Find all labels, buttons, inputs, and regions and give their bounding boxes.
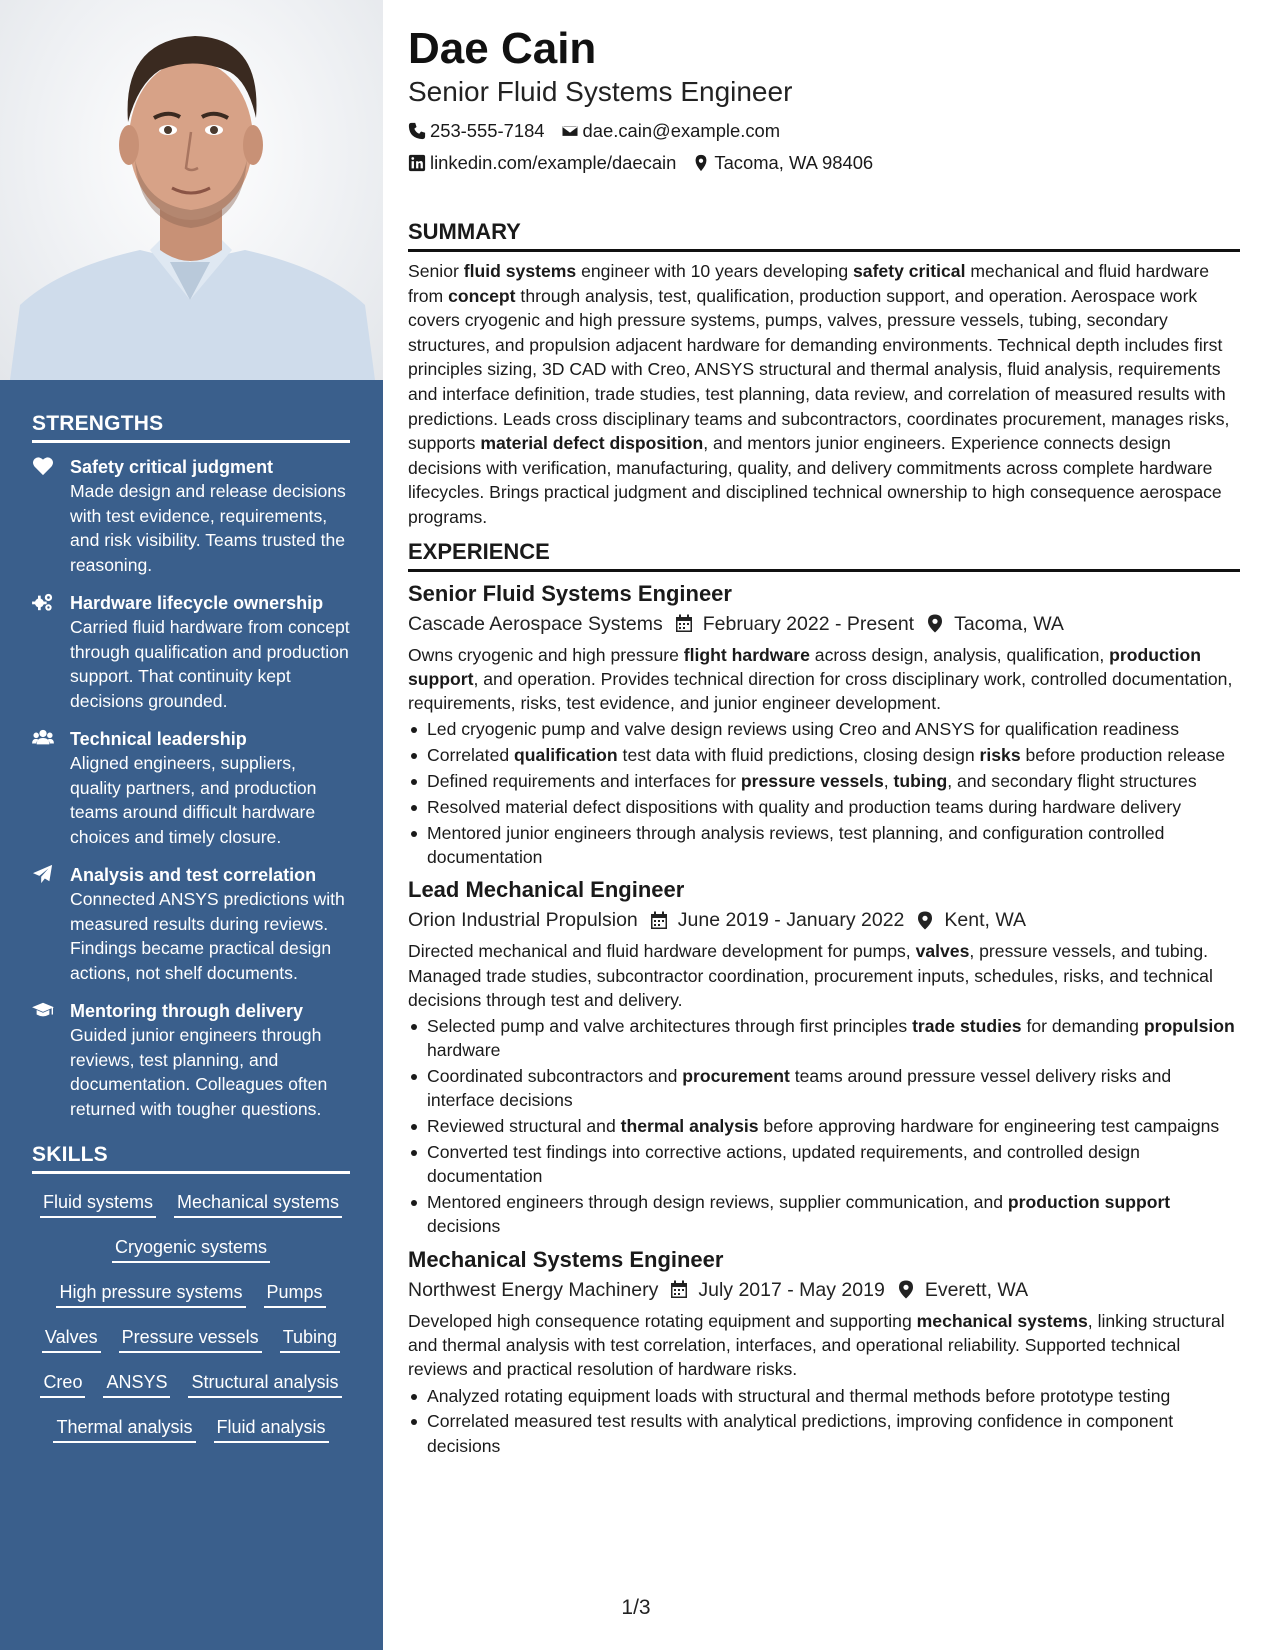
job-meta [408,609,1240,639]
job-entry [408,1245,1240,1458]
calendar-icon [670,1280,688,1299]
envelope-icon [561,122,579,140]
paper-plane-icon [32,864,56,886]
strength-item [32,727,350,849]
users-icon [32,728,56,750]
job-meta [408,1275,1240,1305]
sidebar [0,0,383,1650]
bold-keyword: production support [1007,1192,1171,1213]
strength-title: Hardware lifecycle ownership [70,593,324,613]
main-content [408,22,1240,1464]
summary-section [408,218,1240,530]
job-bullets [408,1384,1240,1458]
bold-keyword: pressure vessels [740,771,884,792]
strength-item [32,999,350,1121]
bold-keyword: material defect disposition [480,433,704,454]
bold-keyword: trade studies [912,1016,1022,1037]
job-location: Tacoma, WA [954,612,1064,635]
profile-photo [0,0,383,380]
bold-keyword: procurement [682,1066,790,1087]
bold-keyword: qualification [514,745,618,766]
phone-contact [408,119,545,143]
gears-icon [32,592,56,614]
strength-description: Made design and release decisions with test evidence, requirements, and risk visibility. Teams trusted the reasoning. [70,481,346,575]
company-name: Cascade Aerospace Systems [408,612,663,635]
strength-description: Aligned engineers, suppliers, quality partners, and production teams around difficult hardware choices and timely closure. [70,753,317,847]
job-bullet: Correlated qualification test data with fluid predictions, closing design risks before production release [408,743,1240,767]
skill-tag: Mechanical systems [174,1190,342,1218]
skill-tag: Valves [42,1325,101,1353]
candidate-name: Dae Cain [408,24,597,73]
skill-tag: Fluid analysis [214,1415,329,1443]
bold-keyword: mechanical systems [916,1310,1088,1331]
skill-tag: Structural analysis [188,1370,341,1398]
job-entry [408,875,1240,1239]
company-name: Northwest Energy Machinery [408,1278,659,1301]
job-bullet: Mentored engineers through design reviews, supplier communication, and production support decisions [408,1190,1240,1239]
calendar-icon [650,911,668,930]
job-bullet: Coordinated subcontractors and procurement teams around pressure vessel delivery risks and interface decisions [408,1064,1240,1113]
calendar-icon [675,614,693,633]
candidate-title: Senior Fluid Systems Engineer [408,76,793,107]
strengths-heading: STRENGTHS [32,412,350,443]
graduation-cap-icon [32,1000,56,1022]
skill-tag: Fluid systems [40,1190,156,1218]
sidebar-content [32,412,350,1443]
strength-description: Connected ANSYS predictions with measured results during reviews. Findings became practical design actions, not shelf documents. [70,889,345,983]
job-bullets [408,1014,1240,1239]
map-pin-icon [692,154,710,172]
strength-description: Guided junior engineers through reviews, test planning, and documentation. Colleagues often returned with tougher questions. [70,1025,328,1119]
job-description: Directed mechanical and fluid hardware development for pumps, valves, pressure vessels, and tubing. Managed trade studies, subcontractor coordination, procurement inputs, schedules, risks, and technical decisions through test and delivery. [408,941,1213,1010]
heart-icon [32,456,56,478]
experience-section [408,538,1240,1459]
skill-tag: ANSYS [103,1370,170,1398]
email-contact[interactable] [561,119,781,143]
location-text: Tacoma, WA 98406 [714,152,874,173]
phone-icon [408,122,426,140]
strength-item [32,591,350,713]
bold-keyword: risks [979,745,1021,766]
bold-keyword: valves [915,941,970,962]
strength-item [32,863,350,985]
strengths-list [32,455,350,1121]
job-title: Mechanical Systems Engineer [408,1246,724,1272]
bold-keyword: safety critical [853,261,966,281]
job-bullet: Converted test findings into corrective actions, updated requirements, and controlled design documentation [408,1140,1240,1189]
job-dates: July 2017 - May 2019 [698,1278,885,1301]
job-location: Everett, WA [924,1278,1029,1301]
company-name: Orion Industrial Propulsion [408,909,638,932]
bold-keyword: concept [448,285,516,306]
skill-tag: Creo [40,1370,85,1398]
job-bullet: Correlated measured test results with analytical predictions, improving confidence in component decisions [408,1409,1240,1458]
strength-title: Analysis and test correlation [70,865,317,885]
skill-tag: Tubing [280,1325,340,1353]
summary-text: Senior fluid systems engineer with 10 years developing safety critical mechanical and fluid hardware from concept through analysis, test, qualification, production support, and operation. Aerospace work covers cryogenic and high pressure systems, pumps, valves, pressure vessels, tubing, secondary structures, and propulsion adjacent hardware for demanding environments. Technical depth includes first principles sizing, 3D CAD with Creo, ANSYS structural and thermal analysis, fluid analysis, requirements and interface definition, trade studies, test planning, data review, and correlation of measured results with predictions. Leads cross disciplinary teams and subcontractors, coordinates procurement, manages risks, supports material defect disposition, and mentors junior engineers. Experience connects design decisions with verification, manufacturing, quality, and delivery commitments across complete hardware lifecycles. Brings practical judgment and disciplined technical ownership to high consequence aerospace programs. [408,261,1230,527]
job-meta [408,905,1240,935]
job-bullet: Mentored junior engineers through analysis reviews, test planning, and configuration controlled documentation [408,821,1240,870]
skill-tag: High pressure systems [56,1280,245,1308]
bold-keyword: flight hardware [683,644,810,665]
job-bullet: Led cryogenic pump and valve design reviews using Creo and ANSYS for qualification readiness [408,717,1240,741]
bold-keyword: thermal analysis [620,1116,759,1137]
bold-keyword: fluid systems [463,261,577,281]
job-description: Owns cryogenic and high pressure flight hardware across design, analysis, qualification, production support, and operation. Provides technical direction for cross disciplinary work, controlled documentation, requirements, risks, test evidence, and junior engineer development. [408,644,1233,714]
skills-list [32,1184,350,1443]
job-title: Senior Fluid Systems Engineer [408,580,732,606]
skill-tag: Pumps [264,1280,326,1308]
job-title: Lead Mechanical Engineer [408,877,685,903]
strength-description: Carried fluid hardware from concept through qualification and production support. That continuity kept decisions grounded. [70,617,350,711]
portrait-image [0,0,383,380]
job-dates: June 2019 - January 2022 [677,909,905,932]
strength-item [32,455,350,577]
job-bullet: Selected pump and valve architectures through first principles trade studies for demanding propulsion hardware [408,1014,1240,1063]
strength-title: Safety critical judgment [70,457,274,477]
location-contact [692,151,873,175]
skill-tag: Cryogenic systems [112,1235,270,1263]
bold-keyword: production support [408,644,1202,689]
phone-number: 253-555-7184 [430,120,545,141]
job-bullets [408,717,1240,869]
strength-title: Mentoring through delivery [70,1001,304,1021]
map-pin-icon [897,1280,915,1299]
job-description: Developed high consequence rotating equipment and supporting mechanical systems, linking structural and thermal analysis with test correlation, interfaces, and operational reliability. Supported technical reviews and practical resolution of hardware risks. [408,1310,1225,1380]
contact-info [408,115,1240,179]
skills-heading: SKILLS [32,1143,350,1174]
strength-title: Technical leadership [70,729,247,749]
job-bullet: Defined requirements and interfaces for pressure vessels, tubing, and secondary flight structures [408,769,1240,793]
linkedin-icon [408,154,426,172]
bold-keyword: tubing [893,771,948,792]
job-bullet: Resolved material defect dispositions with quality and production teams during hardware delivery [408,795,1240,819]
job-entry [408,579,1240,870]
job-location: Kent, WA [944,909,1027,932]
email-address[interactable]: dae.cain@example.com [582,120,781,141]
job-bullet: Analyzed rotating equipment loads with structural and thermal methods before prototype testing [408,1384,1240,1408]
job-dates: February 2022 - Present [702,612,915,635]
linkedin-url[interactable]: linkedin.com/example/daecain [430,152,677,173]
summary-heading: SUMMARY [408,218,1240,252]
linkedin-contact[interactable] [408,151,676,175]
job-bullet: Reviewed structural and thermal analysis before approving hardware for engineering test campaigns [408,1114,1240,1138]
skill-tag: Thermal analysis [53,1415,195,1443]
bold-keyword: propulsion [1143,1016,1235,1037]
map-pin-icon [916,911,934,930]
skill-tag: Pressure vessels [119,1325,262,1353]
map-pin-icon [926,614,944,633]
page-number: 1/3 [621,1596,651,1619]
experience-heading: EXPERIENCE [408,538,1240,572]
